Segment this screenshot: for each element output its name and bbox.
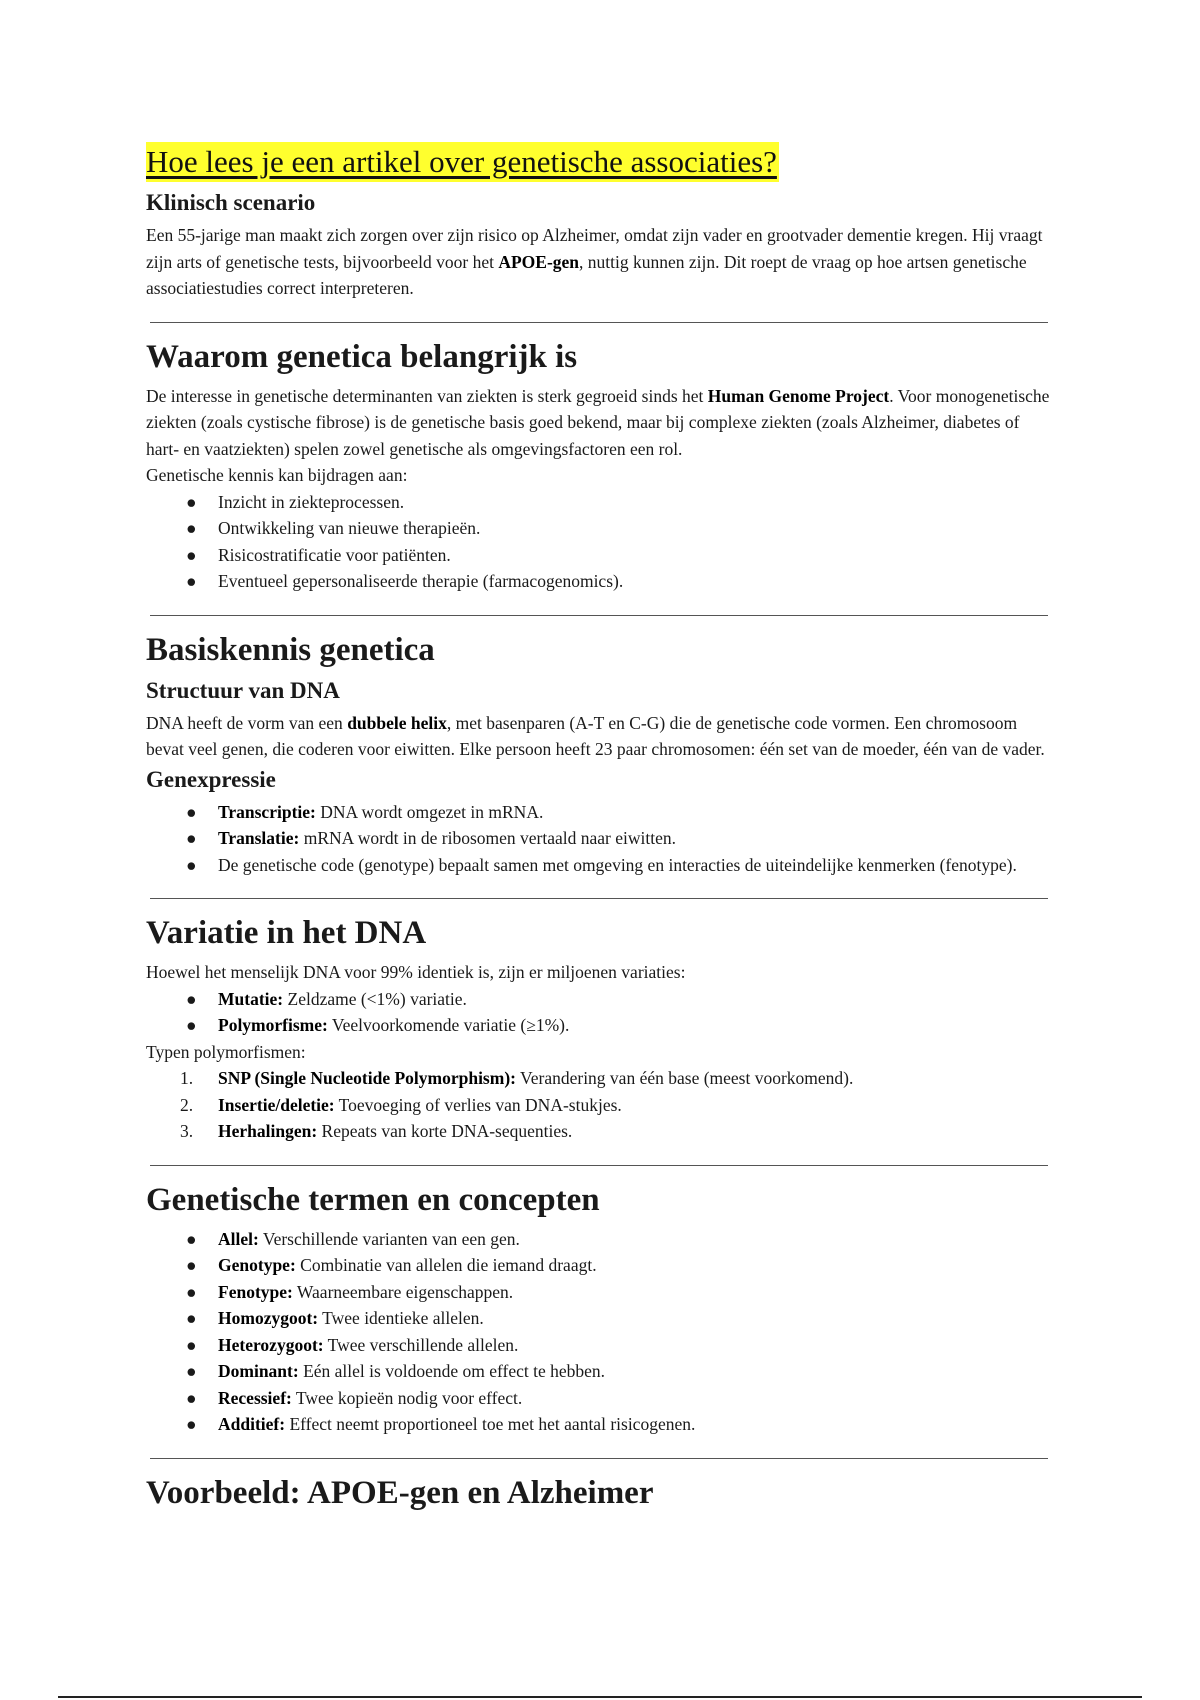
bullet-icon: ● [186,988,197,1009]
voorbeeld-heading: Voorbeeld: APOE-gen en Alzheimer [146,1474,654,1511]
bullet-icon: ● [186,1361,197,1381]
divider [150,615,1048,616]
waarom-list [146,489,1052,595]
waarom-heading: Waarom genetica belangrijk is [146,338,578,375]
bullet-icon: ● [186,1255,197,1275]
list-item: ● Ontwikkeling van nieuwe therapieën. [218,515,1052,542]
list-item: ● Additief: Effect neemt proportioneel toe met het aantal risicogenen. [218,1411,1052,1438]
list-item: ● Dominant: Eén allel is voldoende om effect te hebben. [218,1358,1052,1385]
bullet-icon: ● [186,1228,197,1249]
bullet-icon: ● [186,1308,197,1328]
divider [150,322,1048,323]
bullet-icon: ● [186,828,197,848]
list-item: ● Fenotype: Waarneembare eigenschappen. [218,1279,1052,1306]
bullet-icon: ● [186,1334,197,1355]
bullet-icon: ● [186,1281,197,1302]
page-bottom-rule [58,1696,1142,1698]
bullet-icon: ● [186,491,197,512]
bullet-icon: ● [186,1414,197,1434]
variatie-paragraph: Hoewel het menselijk DNA voor 99% identiek is, zijn er miljoenen variaties: [146,962,686,982]
dna-paragraph: DNA heeft de vorm van een dubbele helix, met basenparen (A-T en C-G) die de genetische code vormen. Een chromosoom bevat veel genen, die coderen voor eiwitten. Elke persoon heeft 23 paar chromosomen: één set van de moeder, één van de vader. [146,712,1045,759]
list-item: ● Homozygoot: Twee identieke allelen. [218,1305,1052,1332]
list-item: ● Mutatie: Zeldzame (<1%) variatie. [218,986,1052,1013]
hgp-bold: Human Genome Project [707,385,890,406]
list-item: ● Risicostratificatie voor patiënten. [218,542,1052,569]
list-item: ● Polymorfisme: Veelvoorkomende variatie (≥1%). [218,1012,1052,1039]
bullet-icon: ● [186,1387,197,1408]
typen-intro: Typen polymorfismen: [146,1041,306,1062]
bullet-icon: ● [186,801,197,822]
list-item: ● Genotype: Combinatie van allelen die iemand draagt. [218,1252,1052,1279]
list-item: ● De genetische code (genotype) bepaalt samen met omgeving en interacties de uiteindelijke kenmerken (fenotype). [218,852,1052,879]
divider [150,898,1048,899]
bullet-icon: ● [186,854,197,875]
waarom-paragraph: De interesse in genetische determinanten van ziekten is sterk gegroeid sinds het Human Genome Project. Voor monogenetische ziekten (zoals cystische fibrose) is de genetische basis goed bekend, maar bij complexe ziekten (zoals Alzheimer, diabetes of hart- en vaatziekten) spelen zowel genetische als omgevingsfactoren een rol. [146,385,1050,459]
bullet-icon: ● [186,544,197,565]
expressie-list [146,799,1052,879]
list-item: 1. SNP (Single Nucleotide Polymorphism): Verandering van één base (meest voorkomend). [180,1068,854,1088]
scenario-heading: Klinisch scenario [146,190,316,215]
list-item: ● Recessief: Twee kopieën nodig voor effect. [218,1385,1052,1412]
bullet-icon: ● [186,571,197,591]
apoe-bold: APOE-gen [498,251,580,272]
document-title: Hoe lees je een artikel over genetische associaties? [146,142,779,182]
document-page [146,142,1052,1519]
variatie-heading: Variatie in het DNA [146,915,427,951]
list-item: ● Transcriptie: DNA wordt omgezet in mRNA. [218,799,1052,826]
list-item: ● Translatie: mRNA wordt in de ribosomen vertaald naar eiwitten. [218,825,1052,852]
list-item: ● Heterozygoot: Twee verschillende allelen. [218,1332,1052,1359]
dna-heading: Structuur van DNA [146,677,340,703]
bullet-icon: ● [186,1015,197,1035]
basis-heading: Basiskennis genetica [146,631,435,668]
list-item: ● Inzicht in ziekteprocessen. [218,489,1052,516]
bullet-icon: ● [186,518,197,538]
list-item: ● Eventueel gepersonaliseerde therapie (farmacogenomics). [218,568,1052,595]
list-item: 3. Herhalingen: Repeats van korte DNA-sequenties. [180,1121,573,1141]
divider [150,1165,1048,1166]
divider [150,1458,1048,1459]
list-item: 2. Insertie/deletie: Toevoeging of verlies van DNA-stukjes. [180,1094,622,1115]
list-item: ● Allel: Verschillende varianten van een gen. [218,1226,1052,1253]
expressie-heading: Genexpressie [146,766,276,792]
termen-heading: Genetische termen en concepten [146,1181,600,1218]
typen-list [146,1065,1052,1145]
variatie-list [146,986,1052,1039]
termen-list [146,1226,1052,1438]
waarom-intro: Genetische kennis kan bijdragen aan: [146,465,408,485]
helix-bold: dubbele helix [347,712,447,733]
scenario-paragraph: Een 55-jarige man maakt zich zorgen over zijn risico op Alzheimer, omdat zijn vader en grootvader dementie kregen. Hij vraagt zijn arts of genetische tests, bijvoorbeeld voor het APOE-gen, nuttig kunnen zijn. Dit roept de vraag op hoe artsen genetische associatiestudies correct interpreteren. [146,225,1043,298]
